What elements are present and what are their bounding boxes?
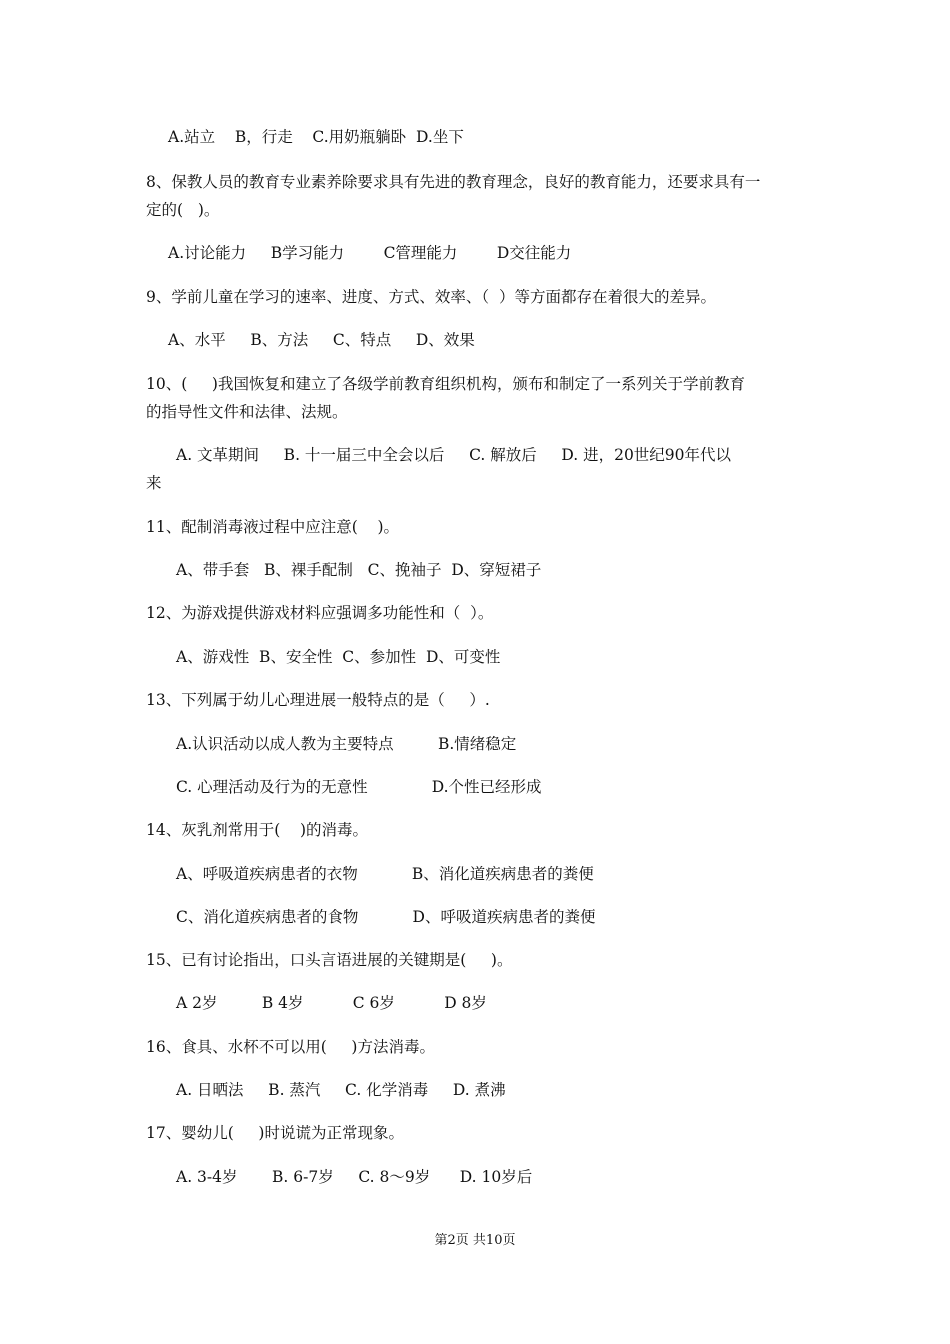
q8-stem: 8、保教人员的教育专业素养除要求具有先进的教育理念，良好的教育能力，还要求具有一	[146, 173, 761, 191]
q12-stem: 12、为游戏提供游戏材料应强调多功能性和（ ）。	[146, 604, 494, 622]
q17-stem: 17、婴幼儿( )时说谎为正常现象。	[146, 1124, 404, 1142]
q12-options: A、游戏性 B、安全性 C、参加性 D、可变性	[176, 648, 501, 666]
q9-options: A、水平 B、方法 C、特点 D、效果	[168, 331, 475, 349]
q14-stem: 14、灰乳剂常用于( )的消毒。	[146, 821, 369, 839]
q16-options: A. 日晒法 B. 蒸汽 C. 化学消毒 D. 煮沸	[176, 1081, 506, 1099]
q11-options: A、带手套 B、裸手配制 C、挽袖子 D、穿短裙子	[176, 561, 542, 579]
q10-stem: 10、( )我国恢复和建立了各级学前教育组织机构，颁布和制定了一系列关于学前教育	[146, 375, 745, 393]
q11-stem: 11、配制消毒液过程中应注意( )。	[146, 518, 400, 536]
q8-options: A.讨论能力 B学习能力 C管理能力 D交往能力	[168, 244, 572, 262]
q8-stem-cont: 定的( )。	[146, 201, 220, 219]
page-number-footer: 第2页 共10页	[434, 1233, 516, 1248]
q10-options: A. 文革期间 B. 十一届三中全会以后 C. 解放后 D. 进，20世纪90年代以	[176, 446, 732, 464]
q7-options: A.站立 B，行走 C.用奶瓶躺卧 D.坐下	[168, 128, 464, 146]
q15-stem: 15、已有讨论指出，口头言语进展的关键期是( )。	[146, 951, 513, 969]
q13-options-cd: C. 心理活动及行为的无意性 D.个性已经形成	[176, 778, 542, 796]
q16-stem: 16、食具、水杯不可以用( )方法消毒。	[146, 1038, 435, 1056]
q14-options-ab: A、呼吸道疾病患者的衣物 B、消化道疾病患者的粪便	[176, 865, 594, 883]
q9-stem: 9、学前儿童在学习的速率、进度、方式、效率、（ ）等方面都存在着很大的差异。	[146, 288, 716, 306]
q13-stem: 13、下列属于幼儿心理进展一般特点的是（ ）.	[146, 691, 490, 709]
q14-options-cd: C、消化道疾病患者的食物 D、呼吸道疾病患者的粪便	[176, 908, 596, 926]
q10-options-cont: 来	[146, 474, 162, 492]
q15-options: A 2岁 B 4岁 C 6岁 D 8岁	[176, 994, 487, 1012]
q13-options-ab: A.认识活动以成人教为主要特点 B.情绪稳定	[176, 735, 517, 753]
q17-options: A. 3-4岁 B. 6-7岁 C. 8～9岁 D. 10岁后	[176, 1168, 533, 1186]
q10-stem-cont: 的指导性文件和法律、法规。	[146, 403, 348, 421]
